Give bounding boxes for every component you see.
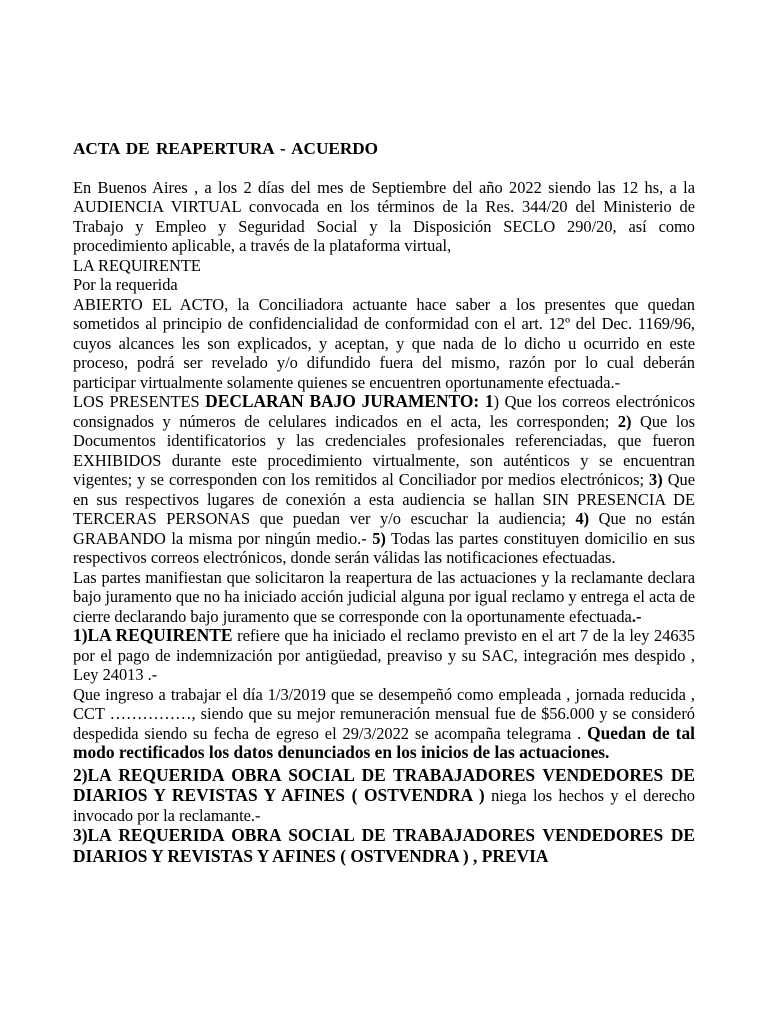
ingreso-paragraph xyxy=(73,685,695,763)
intro-paragraph: En Buenos Aires , a los 2 días del mes de Septiembre del año 2022 siendo las 12 hs, a la AUDIENCIA VIRTUAL convocada en los términos de la Res. 344/20 del Ministerio de Trabajo y Empleo y Seguridad Social y la Disposición SECLO 290/20, así como procedimiento aplicable, a través de la plataforma virtual, xyxy=(73,177,695,255)
ingreso-text: Que ingreso a trabajar el día 1/3/2019 que se desempeñó como empleada , jornada reducida , CCT ……………, siendo que su mejor remuneración mensual fue de $56.000 y se consideró despedida siendo su fecha de egreso el 29/3/2022 se acompaña telegrama . xyxy=(73,684,695,743)
declaran-number-3: 3) xyxy=(649,470,663,489)
declaran-bold: DECLARAN BAJO JURAMENTO: 1 xyxy=(205,391,494,411)
item-2-heading: 2)LA REQUERIDA OBRA SOCIAL DE TRABAJADORES VENDEDORES DE DIARIOS Y REVISTAS Y AFINES ( OSTVENDRA ) xyxy=(73,764,695,805)
declaran-point-5: Todas las partes constituyen domicilio en sus respectivos correos electrónicos, donde serán válidas las notificaciones efectuadas. xyxy=(73,528,695,567)
declaran-number-4: 4) xyxy=(575,509,590,528)
ingreso-bold: Quedan de tal modo rectificados los datos denunciados en los inicios de las actuaciones. xyxy=(73,722,695,762)
item-1-text: refiere que ha iniciado el reclamo previsto en el art 7 de la ley 24635 por el pago de indemnización por antigüedad, preaviso y su SAC, integración mes despido , Ley 24013 .- xyxy=(73,626,695,684)
declaran-number-2: 2) xyxy=(617,411,632,431)
declaran-point-1: ) Que los correos electrónicos consignados y números de celulares indicados en el acta, les corresponden; xyxy=(73,392,695,431)
declaran-lead: LOS PRESENTES xyxy=(73,392,206,411)
document-title: ACTA DE REAPERTURA - ACUERDO xyxy=(73,139,379,158)
item-1-heading: 1)LA REQUIRENTE xyxy=(73,625,233,645)
item-1-paragraph xyxy=(73,626,695,685)
declaran-paragraph xyxy=(73,392,695,568)
item-3-heading: 3)LA REQUERIDA OBRA SOCIAL DE TRABAJADORES VENDEDORES DE DIARIOS Y REVISTAS Y AFINES ( OSTVENDRA ) , PREVIA xyxy=(73,825,695,866)
requirente-line: LA REQUIRENTE xyxy=(73,255,201,275)
declaran-number-5: 5) xyxy=(372,528,386,548)
document-page xyxy=(73,139,695,866)
declaran-point-3: Que en sus respectivos lugares de conexión a esta audiencia se hallan SIN PRESENCIA DE TERCERAS PERSONAS que puedan ver y/o escuchar la audiencia; xyxy=(73,470,695,528)
declaran-point-2: Que los Documentos identificatorios y las credenciales profesionales referenciadas, que fueron EXHIBIDOS durante este procedimiento virtualmente, son auténticos y se encuentran vigentes; y se corresponden con los remitidos al Conciliador por medios electrónicos; xyxy=(73,411,695,489)
abierto-paragraph: ABIERTO EL ACTO, la Conciliadora actuante hace saber a los presentes que quedan sometidos al principio de confidencialidad de conformidad con el art. 12º del Dec. 1169/96, cuyos alcances les son explicados, y aceptan, y que nada de lo dicho u ocurrido en este proceso, podrá ser revelado y/o difundido fuera del mismo, razón por lo cual deberán participar virtualmente solamente quienes se encuentren oportunamente efectuada.- xyxy=(73,294,695,392)
manifiestan-text: Las partes manifiestan que solicitaron la reapertura de las actuaciones y la reclamante declara bajo juramento que no ha iniciado acción judicial alguna por igual reclamo y entrega el acta de cierre declarando bajo juramento que se corresponde con la oportunamente efectuada xyxy=(73,567,695,626)
requerida-line: Por la requerida xyxy=(73,275,178,294)
declaran-point-4: Que no están GRABANDO la misma por ningún medio.- xyxy=(73,509,696,548)
manifiestan-paragraph xyxy=(73,568,695,627)
manifiestan-end: .- xyxy=(631,606,642,626)
item-2-paragraph xyxy=(73,765,695,826)
item-2-text: niega los hechos y el derecho invocado por la reclamante.- xyxy=(73,786,695,825)
